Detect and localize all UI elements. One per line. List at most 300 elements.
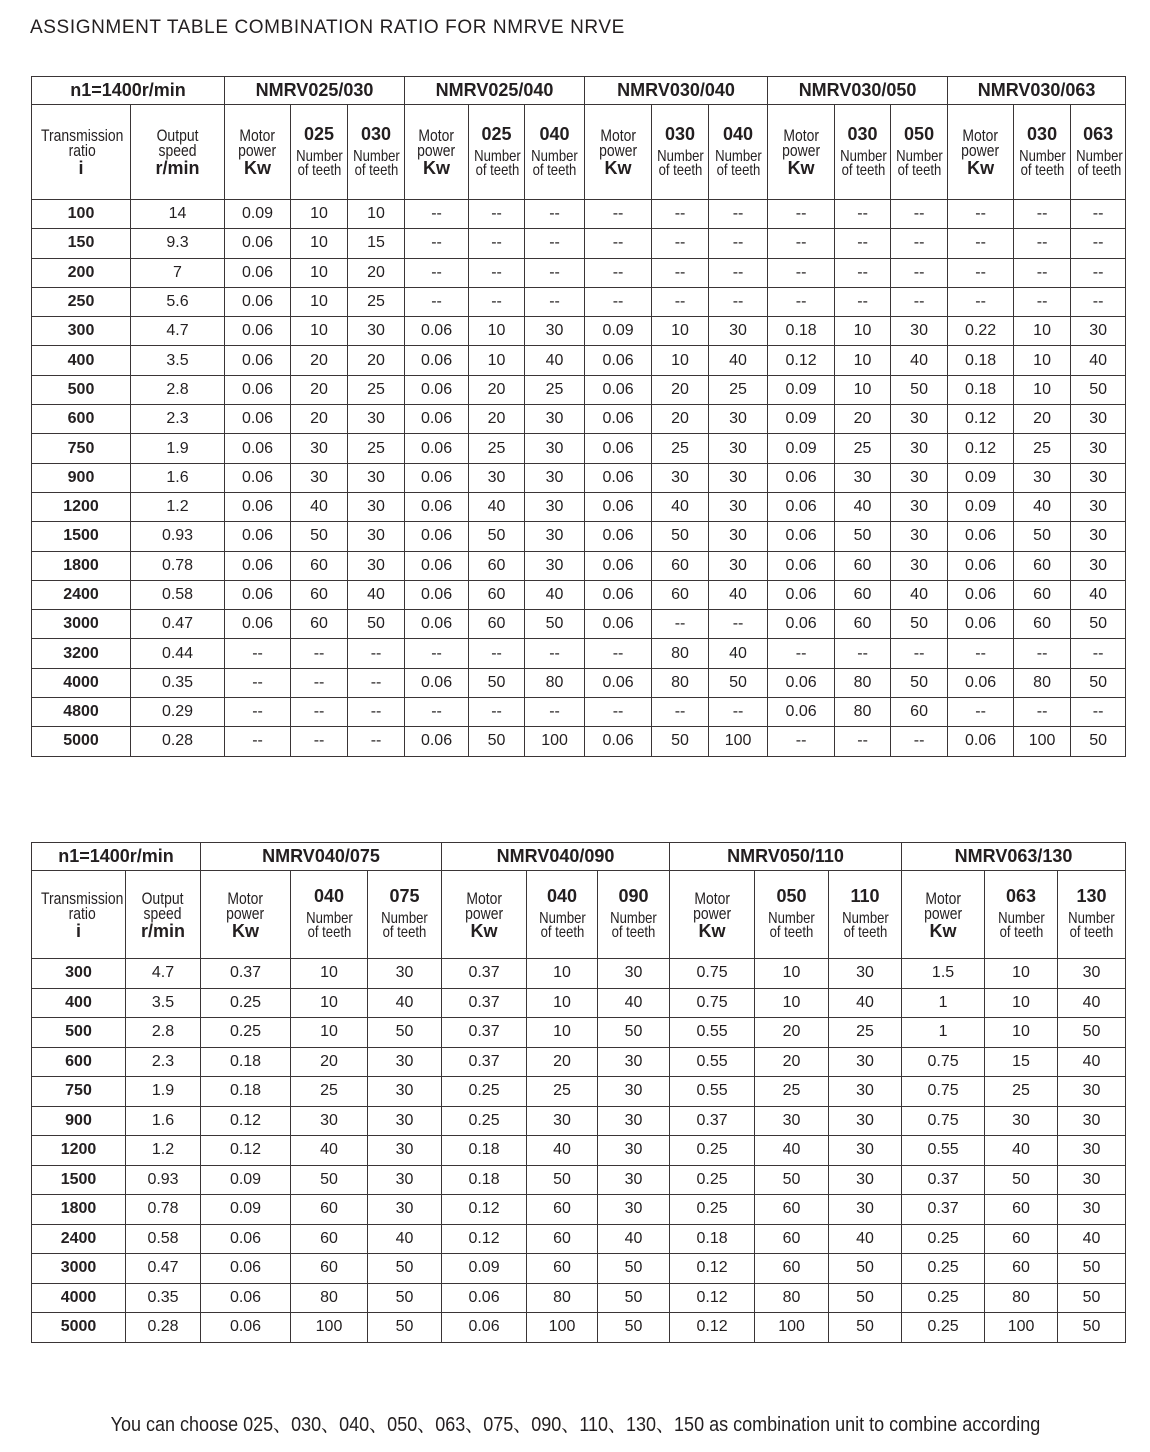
- teeth-cell: 80: [527, 1283, 598, 1313]
- teeth-cell: 50: [891, 610, 948, 639]
- speed-cell: 9.3: [131, 229, 225, 258]
- teeth-cell: 60: [985, 1254, 1058, 1284]
- teeth-cell: --: [525, 200, 585, 229]
- teeth-cell: 10: [835, 317, 891, 346]
- teeth-cell: --: [1071, 229, 1126, 258]
- ratio-cell: 750: [32, 434, 131, 463]
- teeth-cell: 100: [291, 1313, 368, 1343]
- table-row: [32, 200, 1126, 229]
- motor-power-cell: 0.25: [670, 1136, 755, 1166]
- header-row-columns: [32, 871, 1126, 959]
- motor-power-cell: 0.06: [585, 434, 652, 463]
- ratio-cell: 2400: [32, 1224, 126, 1254]
- teeth-cell: --: [348, 639, 405, 668]
- motor-unit: Kw: [232, 920, 260, 941]
- teeth-header: [291, 871, 368, 959]
- motor-power-cell: 0.18: [948, 346, 1014, 375]
- teeth-cell: 10: [755, 988, 829, 1018]
- teeth-cell: 60: [291, 551, 348, 580]
- motor-power-cell: 0.06: [585, 346, 652, 375]
- unit-size-label: 050: [776, 886, 807, 906]
- teeth-cell: 30: [368, 1136, 442, 1166]
- teeth-cell: 60: [835, 610, 891, 639]
- ratio-cell: 500: [32, 1018, 126, 1048]
- teeth-cell: 50: [598, 1254, 670, 1284]
- motor-label-line1: Motor: [466, 888, 502, 908]
- teeth-cell: 30: [598, 1195, 670, 1225]
- teeth-cell: 25: [348, 287, 405, 316]
- teeth-label-line1: Number: [610, 910, 657, 927]
- ratio-cell: 300: [32, 959, 126, 989]
- teeth-cell: 50: [368, 1254, 442, 1284]
- teeth-header: [525, 105, 585, 200]
- teeth-cell: 30: [829, 1106, 902, 1136]
- teeth-cell: 20: [291, 375, 348, 404]
- table-row: [32, 434, 1126, 463]
- teeth-header: [985, 871, 1058, 959]
- speed-cell: 0.78: [131, 551, 225, 580]
- teeth-cell: 30: [1058, 959, 1126, 989]
- teeth-cell: 20: [348, 258, 405, 287]
- teeth-header: [829, 871, 902, 959]
- teeth-label-line1: Number: [714, 147, 762, 165]
- teeth-cell: 20: [652, 405, 709, 434]
- speed-unit: r/min: [141, 920, 186, 941]
- motor-power-cell: 0.18: [442, 1165, 527, 1195]
- teeth-cell: --: [291, 698, 348, 727]
- speed-label-line1: Output: [142, 888, 184, 908]
- teeth-cell: 10: [348, 200, 405, 229]
- teeth-label-line1: Number: [657, 147, 704, 165]
- teeth-cell: --: [709, 229, 768, 258]
- teeth-cell: 80: [652, 668, 709, 697]
- teeth-cell: 30: [348, 492, 405, 521]
- motor-power-cell: --: [948, 698, 1014, 727]
- speed-cell: 0.58: [131, 580, 225, 609]
- motor-power-cell: 0.06: [768, 668, 835, 697]
- teeth-cell: 50: [1071, 375, 1126, 404]
- motor-power-cell: 0.12: [442, 1195, 527, 1225]
- unit-size-label: 030: [361, 123, 392, 144]
- motor-power-cell: --: [948, 229, 1014, 258]
- motor-power-cell: 0.25: [902, 1283, 985, 1313]
- teeth-cell: 10: [291, 1018, 368, 1048]
- motor-power-cell: 0.09: [442, 1254, 527, 1284]
- teeth-label-line1: Number: [531, 147, 578, 165]
- motor-power-cell: --: [225, 639, 291, 668]
- teeth-cell: 50: [469, 522, 525, 551]
- motor-power-cell: 0.18: [948, 375, 1014, 404]
- header-row-groups: [32, 77, 1126, 105]
- teeth-cell: 10: [291, 229, 348, 258]
- teeth-cell: 50: [469, 727, 525, 756]
- teeth-label-line2: of teeth: [382, 924, 427, 941]
- table-row: [32, 1018, 1126, 1048]
- motor-power-cell: 0.06: [225, 375, 291, 404]
- ratio-cell: 4000: [32, 1283, 126, 1313]
- motor-power-cell: 0.25: [670, 1195, 755, 1225]
- teeth-cell: --: [1014, 639, 1071, 668]
- teeth-cell: 20: [527, 1047, 598, 1077]
- teeth-cell: 10: [291, 959, 368, 989]
- motor-power-cell: 0.06: [225, 463, 291, 492]
- motor-power-cell: 0.06: [948, 580, 1014, 609]
- teeth-cell: 15: [985, 1047, 1058, 1077]
- teeth-cell: 60: [985, 1224, 1058, 1254]
- teeth-cell: 30: [368, 1165, 442, 1195]
- teeth-cell: --: [652, 698, 709, 727]
- motor-power-cell: 0.06: [405, 463, 469, 492]
- teeth-cell: 30: [348, 522, 405, 551]
- teeth-cell: 60: [291, 580, 348, 609]
- speed-cell: 14: [131, 200, 225, 229]
- teeth-cell: 30: [348, 317, 405, 346]
- teeth-cell: 30: [469, 463, 525, 492]
- teeth-cell: 30: [598, 1077, 670, 1107]
- teeth-cell: 60: [1014, 580, 1071, 609]
- motor-power-cell: --: [225, 668, 291, 697]
- motor-power-cell: --: [768, 258, 835, 287]
- teeth-cell: 100: [525, 727, 585, 756]
- model-group-header: NMRV040/090: [442, 843, 670, 871]
- model-group-header: NMRV040/075: [201, 843, 442, 871]
- teeth-cell: 40: [348, 580, 405, 609]
- motor-power-cell: 0.37: [442, 1018, 527, 1048]
- teeth-cell: --: [1014, 229, 1071, 258]
- teeth-cell: 50: [891, 375, 948, 404]
- teeth-cell: 80: [652, 639, 709, 668]
- teeth-cell: 80: [291, 1283, 368, 1313]
- teeth-cell: --: [525, 639, 585, 668]
- motor-power-cell: 0.18: [442, 1136, 527, 1166]
- unit-size-label: 025: [303, 123, 335, 144]
- output-speed-header: [131, 105, 225, 200]
- teeth-cell: 50: [1071, 668, 1126, 697]
- teeth-label-line2: of teeth: [297, 161, 342, 179]
- ratio-label-line2: ratio: [68, 903, 96, 923]
- ratio-cell: 2400: [32, 580, 131, 609]
- teeth-cell: 30: [598, 1106, 670, 1136]
- motor-power-cell: 0.06: [585, 375, 652, 404]
- teeth-label-line2: of teeth: [540, 924, 584, 941]
- teeth-cell: 30: [829, 959, 902, 989]
- motor-power-cell: 0.06: [768, 492, 835, 521]
- motor-power-cell: 0.06: [225, 610, 291, 639]
- teeth-cell: 20: [291, 405, 348, 434]
- motor-power-cell: --: [405, 639, 469, 668]
- motor-power-cell: --: [948, 639, 1014, 668]
- teeth-label-line2: of teeth: [999, 924, 1043, 941]
- motor-power-cell: 0.06: [585, 522, 652, 551]
- motor-power-cell: 0.18: [201, 1047, 291, 1077]
- ratio-cell: 5000: [32, 1313, 126, 1343]
- teeth-cell: 40: [1071, 580, 1126, 609]
- motor-unit: Kw: [698, 920, 726, 941]
- motor-power-header: [948, 105, 1014, 200]
- teeth-cell: 60: [755, 1254, 829, 1284]
- teeth-cell: 30: [348, 405, 405, 434]
- teeth-cell: --: [348, 668, 405, 697]
- teeth-cell: 25: [525, 375, 585, 404]
- teeth-cell: --: [835, 229, 891, 258]
- table-row: [32, 317, 1126, 346]
- teeth-cell: 25: [291, 1077, 368, 1107]
- speed-unit: r/min: [155, 158, 200, 178]
- teeth-header: [709, 105, 768, 200]
- motor-power-cell: 0.06: [405, 492, 469, 521]
- table-row: [32, 1313, 1126, 1343]
- teeth-label-line2: of teeth: [475, 161, 520, 179]
- teeth-cell: --: [835, 727, 891, 756]
- motor-power-cell: 0.06: [948, 551, 1014, 580]
- teeth-cell: 60: [1014, 610, 1071, 639]
- ratio-cell: 3200: [32, 639, 131, 668]
- motor-power-cell: 0.09: [201, 1165, 291, 1195]
- teeth-label-line1: Number: [841, 910, 889, 927]
- ratio-unit: i: [78, 158, 84, 178]
- unit-size-label: 063: [1083, 123, 1114, 144]
- teeth-cell: 40: [652, 492, 709, 521]
- model-group-header: NMRV063/130: [902, 843, 1126, 871]
- teeth-cell: 50: [1058, 1313, 1126, 1343]
- input-speed-header: n1=1400r/min: [32, 77, 225, 105]
- table-row: [32, 346, 1126, 375]
- motor-power-cell: 0.12: [201, 1106, 291, 1136]
- teeth-cell: 80: [755, 1283, 829, 1313]
- teeth-cell: 30: [755, 1106, 829, 1136]
- motor-power-cell: 0.06: [768, 698, 835, 727]
- teeth-cell: 30: [525, 463, 585, 492]
- teeth-cell: 30: [348, 463, 405, 492]
- teeth-cell: 30: [525, 492, 585, 521]
- unit-size-label: 090: [618, 886, 649, 906]
- motor-label-line1: Motor: [925, 888, 961, 908]
- teeth-cell: 20: [755, 1018, 829, 1048]
- transmission-ratio-header: [32, 871, 126, 959]
- motor-power-cell: --: [948, 287, 1014, 316]
- teeth-header: [598, 871, 670, 959]
- teeth-cell: 80: [985, 1283, 1058, 1313]
- teeth-cell: 10: [755, 959, 829, 989]
- teeth-cell: 50: [1058, 1018, 1126, 1048]
- teeth-cell: 20: [348, 346, 405, 375]
- teeth-label-line2: of teeth: [307, 924, 351, 941]
- teeth-cell: 30: [1071, 551, 1126, 580]
- teeth-cell: 30: [829, 1165, 902, 1195]
- motor-power-cell: 0.06: [225, 317, 291, 346]
- teeth-cell: 40: [835, 492, 891, 521]
- motor-power-cell: 0.06: [225, 551, 291, 580]
- ratio-cell: 900: [32, 463, 131, 492]
- motor-power-cell: 0.09: [768, 405, 835, 434]
- motor-label-line1: Motor: [239, 126, 276, 145]
- table-row: [32, 959, 1126, 989]
- unit-size-label: 040: [547, 886, 578, 906]
- teeth-cell: --: [1071, 200, 1126, 229]
- teeth-cell: 40: [598, 1224, 670, 1254]
- unit-size-label: 050: [904, 123, 935, 144]
- teeth-cell: 50: [835, 522, 891, 551]
- motor-power-cell: 0.06: [585, 492, 652, 521]
- motor-power-cell: 0.06: [948, 668, 1014, 697]
- teeth-cell: 50: [368, 1313, 442, 1343]
- table-row: [32, 1077, 1126, 1107]
- teeth-cell: 40: [985, 1136, 1058, 1166]
- teeth-cell: 40: [891, 346, 948, 375]
- teeth-cell: 10: [527, 988, 598, 1018]
- motor-power-cell: 0.75: [902, 1106, 985, 1136]
- teeth-cell: 60: [527, 1195, 598, 1225]
- motor-power-cell: 0.09: [948, 492, 1014, 521]
- teeth-cell: 80: [525, 668, 585, 697]
- teeth-cell: 20: [652, 375, 709, 404]
- motor-power-header: [442, 871, 527, 959]
- teeth-cell: 30: [1071, 317, 1126, 346]
- motor-power-cell: 0.12: [768, 346, 835, 375]
- teeth-cell: 25: [348, 375, 405, 404]
- motor-power-cell: 0.12: [670, 1313, 755, 1343]
- teeth-cell: 30: [891, 492, 948, 521]
- speed-label-line2: speed: [158, 141, 197, 160]
- teeth-cell: 50: [1071, 610, 1126, 639]
- teeth-cell: 40: [709, 580, 768, 609]
- teeth-cell: 30: [368, 959, 442, 989]
- teeth-cell: --: [652, 258, 709, 287]
- teeth-cell: --: [291, 727, 348, 756]
- teeth-header: [891, 105, 948, 200]
- teeth-cell: 30: [598, 1165, 670, 1195]
- table-row: [32, 988, 1126, 1018]
- teeth-cell: 80: [1014, 668, 1071, 697]
- teeth-header: [527, 871, 598, 959]
- teeth-cell: 50: [527, 1165, 598, 1195]
- motor-power-cell: 0.06: [948, 727, 1014, 756]
- teeth-cell: --: [709, 258, 768, 287]
- unit-size-label: 040: [723, 123, 754, 144]
- teeth-header: [469, 105, 525, 200]
- teeth-cell: --: [348, 698, 405, 727]
- teeth-cell: --: [525, 698, 585, 727]
- motor-label-line1: Motor: [418, 126, 455, 145]
- teeth-cell: 30: [1058, 1195, 1126, 1225]
- speed-cell: 2.3: [131, 405, 225, 434]
- motor-power-cell: 0.25: [201, 1018, 291, 1048]
- transmission-ratio-header: [32, 105, 131, 200]
- motor-power-cell: 0.37: [201, 959, 291, 989]
- motor-power-cell: --: [585, 287, 652, 316]
- motor-label-line1: Motor: [600, 126, 636, 145]
- model-group-header: NMRV030/040: [585, 77, 768, 105]
- table-row: [32, 229, 1126, 258]
- teeth-label-line2: of teeth: [897, 161, 942, 179]
- motor-label-line1: Motor: [694, 888, 730, 908]
- teeth-cell: 50: [755, 1165, 829, 1195]
- teeth-cell: 30: [598, 959, 670, 989]
- motor-power-cell: 0.06: [201, 1283, 291, 1313]
- teeth-cell: 30: [829, 1195, 902, 1225]
- teeth-cell: --: [1071, 698, 1126, 727]
- teeth-cell: --: [652, 229, 709, 258]
- teeth-cell: --: [525, 258, 585, 287]
- motor-power-cell: 0.09: [948, 463, 1014, 492]
- teeth-cell: 60: [527, 1254, 598, 1284]
- motor-power-cell: --: [768, 639, 835, 668]
- teeth-cell: 10: [291, 287, 348, 316]
- teeth-cell: 40: [1058, 988, 1126, 1018]
- teeth-cell: 50: [291, 1165, 368, 1195]
- speed-cell: 1.9: [126, 1077, 201, 1107]
- teeth-cell: 50: [598, 1018, 670, 1048]
- teeth-cell: 50: [652, 522, 709, 551]
- motor-power-cell: 0.06: [585, 551, 652, 580]
- teeth-cell: 30: [709, 492, 768, 521]
- speed-cell: 4.7: [126, 959, 201, 989]
- model-group-header: NMRV050/110: [670, 843, 902, 871]
- table-row: [32, 668, 1126, 697]
- motor-power-cell: 0.06: [405, 551, 469, 580]
- teeth-cell: --: [291, 668, 348, 697]
- teeth-cell: 30: [525, 405, 585, 434]
- teeth-cell: 20: [469, 375, 525, 404]
- teeth-cell: 40: [1014, 492, 1071, 521]
- teeth-cell: --: [525, 229, 585, 258]
- teeth-cell: 30: [291, 434, 348, 463]
- ratio-cell: 1500: [32, 522, 131, 551]
- teeth-cell: 50: [368, 1283, 442, 1313]
- ratio-cell: 100: [32, 200, 131, 229]
- speed-cell: 0.29: [131, 698, 225, 727]
- teeth-cell: --: [469, 639, 525, 668]
- teeth-cell: 60: [755, 1195, 829, 1225]
- teeth-cell: 40: [368, 988, 442, 1018]
- motor-power-cell: 0.12: [948, 434, 1014, 463]
- teeth-cell: 20: [835, 405, 891, 434]
- motor-power-cell: 0.25: [902, 1254, 985, 1284]
- teeth-cell: 20: [755, 1047, 829, 1077]
- table-row: [32, 1224, 1126, 1254]
- table-row: [32, 698, 1126, 727]
- teeth-cell: 30: [709, 317, 768, 346]
- motor-power-cell: 0.06: [225, 287, 291, 316]
- unit-size-label: 040: [313, 886, 345, 906]
- speed-cell: 1.2: [126, 1136, 201, 1166]
- teeth-cell: 30: [368, 1106, 442, 1136]
- teeth-cell: 20: [1014, 405, 1071, 434]
- teeth-cell: --: [291, 639, 348, 668]
- teeth-cell: 60: [291, 1195, 368, 1225]
- teeth-cell: 60: [835, 551, 891, 580]
- teeth-cell: 40: [291, 492, 348, 521]
- speed-cell: 0.35: [131, 668, 225, 697]
- teeth-cell: 40: [527, 1136, 598, 1166]
- motor-label-line2: power: [599, 141, 638, 160]
- motor-label-line2: power: [226, 903, 265, 923]
- ratio-cell: 1200: [32, 492, 131, 521]
- teeth-cell: 100: [527, 1313, 598, 1343]
- ratio-cell: 1200: [32, 1136, 126, 1166]
- motor-power-cell: --: [405, 200, 469, 229]
- table-row: [32, 1283, 1126, 1313]
- teeth-cell: 60: [985, 1195, 1058, 1225]
- motor-power-cell: --: [585, 229, 652, 258]
- table-row: [32, 727, 1126, 756]
- footer-note: [0, 1408, 1150, 1437]
- motor-power-cell: --: [405, 229, 469, 258]
- motor-power-cell: --: [585, 258, 652, 287]
- teeth-cell: 50: [985, 1165, 1058, 1195]
- speed-cell: 0.47: [126, 1254, 201, 1284]
- teeth-cell: 50: [652, 727, 709, 756]
